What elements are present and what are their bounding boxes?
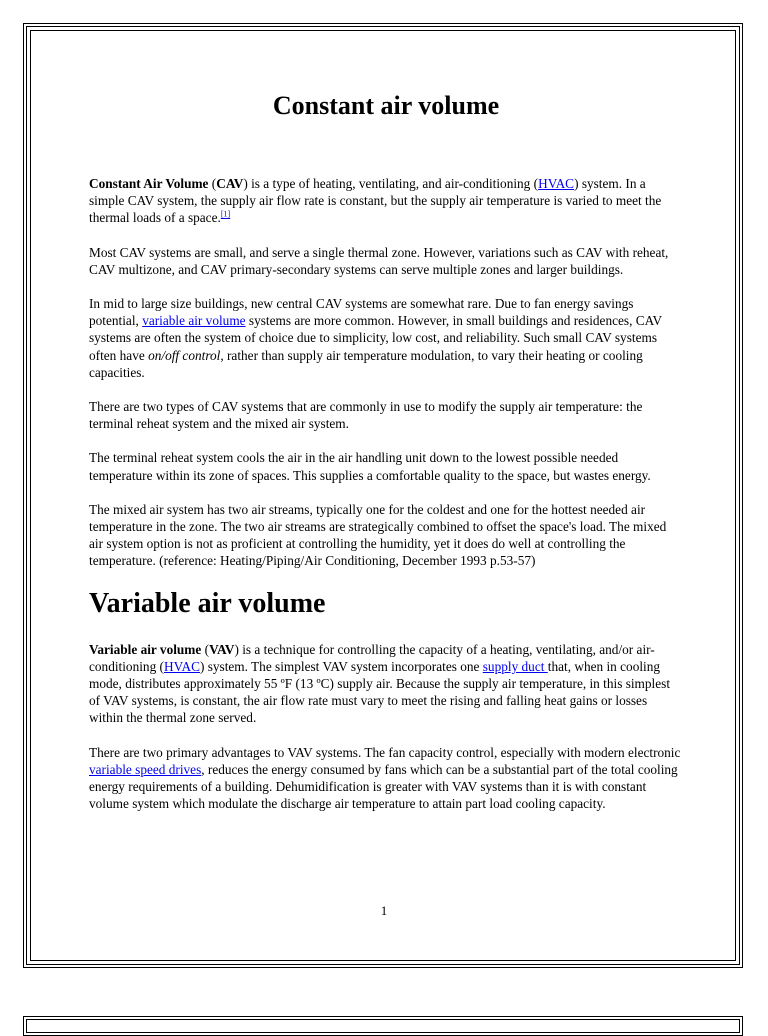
section-title-vav: Variable air volume — [89, 587, 326, 619]
text-run: ( — [201, 641, 210, 657]
text-run: ) system. The simplest VAV system incorporates one — [199, 658, 483, 674]
paragraph-cav-types: There are two types of CAV systems that are commonly in use to modify the supply air temperature: the terminal reheat system and the mixed air system. — [89, 399, 643, 432]
text-run: In mid to large size buildings, new central CAV systems are somewhat rare. Due to fan energy savings potential, — [89, 296, 634, 329]
bold-term: Constant Air Volume — [89, 176, 209, 191]
paragraph-terminal-reheat: The terminal reheat system cools the air in the air handling unit down to the lowest possible needed temperature within its zone of spaces. This supplies a comfortable quality to the space, but wastes energy. — [89, 450, 651, 483]
document-body — [89, 90, 683, 829]
text-run: , rather than supply air temperature modulation, to vary their heating or cooling capacities. — [89, 347, 643, 380]
text-run: ( — [208, 176, 217, 191]
text-run: , reduces the energy consumed by fans which can be a substantial part of the total cooling energy requirements of a building. Dehumidification is greater with VAV systems than it is with constant volume system which modulate the discharge air temperature to attain part load cooling capacity. — [89, 761, 678, 812]
paragraph-cav-small-systems: Most CAV systems are small, and serve a single thermal zone. However, variations such as CAV with reheat, CAV multizone, and CAV primary-secondary systems can serve multiple zones and larger buildings. — [89, 244, 669, 277]
link-variable-air-volume[interactable]: variable air volume — [142, 313, 246, 329]
text-run: systems are more common. However, in small buildings and residences, CAV systems are often the system of choice due to simplicity, low cost, and reliability. Such small CAV systems often have — [89, 313, 662, 363]
footnote-link[interactable]: [1] — [220, 209, 231, 219]
next-page-frame — [23, 1016, 743, 1036]
link-hvac[interactable]: HVAC — [163, 658, 200, 674]
paragraph-cav-definition — [89, 175, 683, 227]
paragraph-vav-definition — [89, 641, 683, 727]
paragraph-vav-advantages — [89, 744, 683, 813]
bold-abbr: CAV — [216, 176, 244, 191]
paragraph-cav-buildings — [89, 295, 683, 381]
page-title: Constant air volume — [272, 91, 500, 120]
link-variable-speed-drives[interactable]: variable speed drives — [89, 761, 202, 777]
link-supply-duct[interactable]: supply duct — [482, 658, 548, 674]
page-number: 1 — [380, 903, 388, 918]
italic-term: on/off control — [148, 347, 221, 363]
text-run: ) is a type of heating, ventilating, and air-conditioning ( — [243, 176, 539, 191]
paragraph-mixed-air: The mixed air system has two air streams, typically one for the coldest and one for the hottest needed air temperature in the zone. The two air streams are strategically combined to offset the space's load. The mixed air system option is not as proficient at controlling the humidity, yet it does do well at controlling the temperature. (reference: Heating/Piping/Air Conditioning, December 1993 p.53-57) — [89, 501, 667, 569]
text-run: ) system. In a simple CAV system, the supply air flow rate is constant, but the supply air temperature is varied to meet the thermal loads of a space. — [89, 176, 662, 226]
bold-abbr: VAV — [209, 641, 235, 657]
text-run: ) is a technique for controlling the capacity of a heating, ventilating, and/or air-conditioning ( — [89, 641, 655, 674]
link-hvac[interactable]: HVAC — [538, 176, 575, 191]
text-run: There are two primary advantages to VAV systems. The fan capacity control, especially with modern electronic — [89, 744, 681, 760]
bold-term: Variable air volume — [89, 641, 202, 657]
text-run: that, when in cooling mode, distributes approximately 55 ºF (13 ºC) supply air. Because the supply air temperature, in this simplest of VAV systems, is constant, the air flow rate must vary to meet the rising and falling heat gains or losses within the thermal zone served. — [89, 658, 671, 726]
